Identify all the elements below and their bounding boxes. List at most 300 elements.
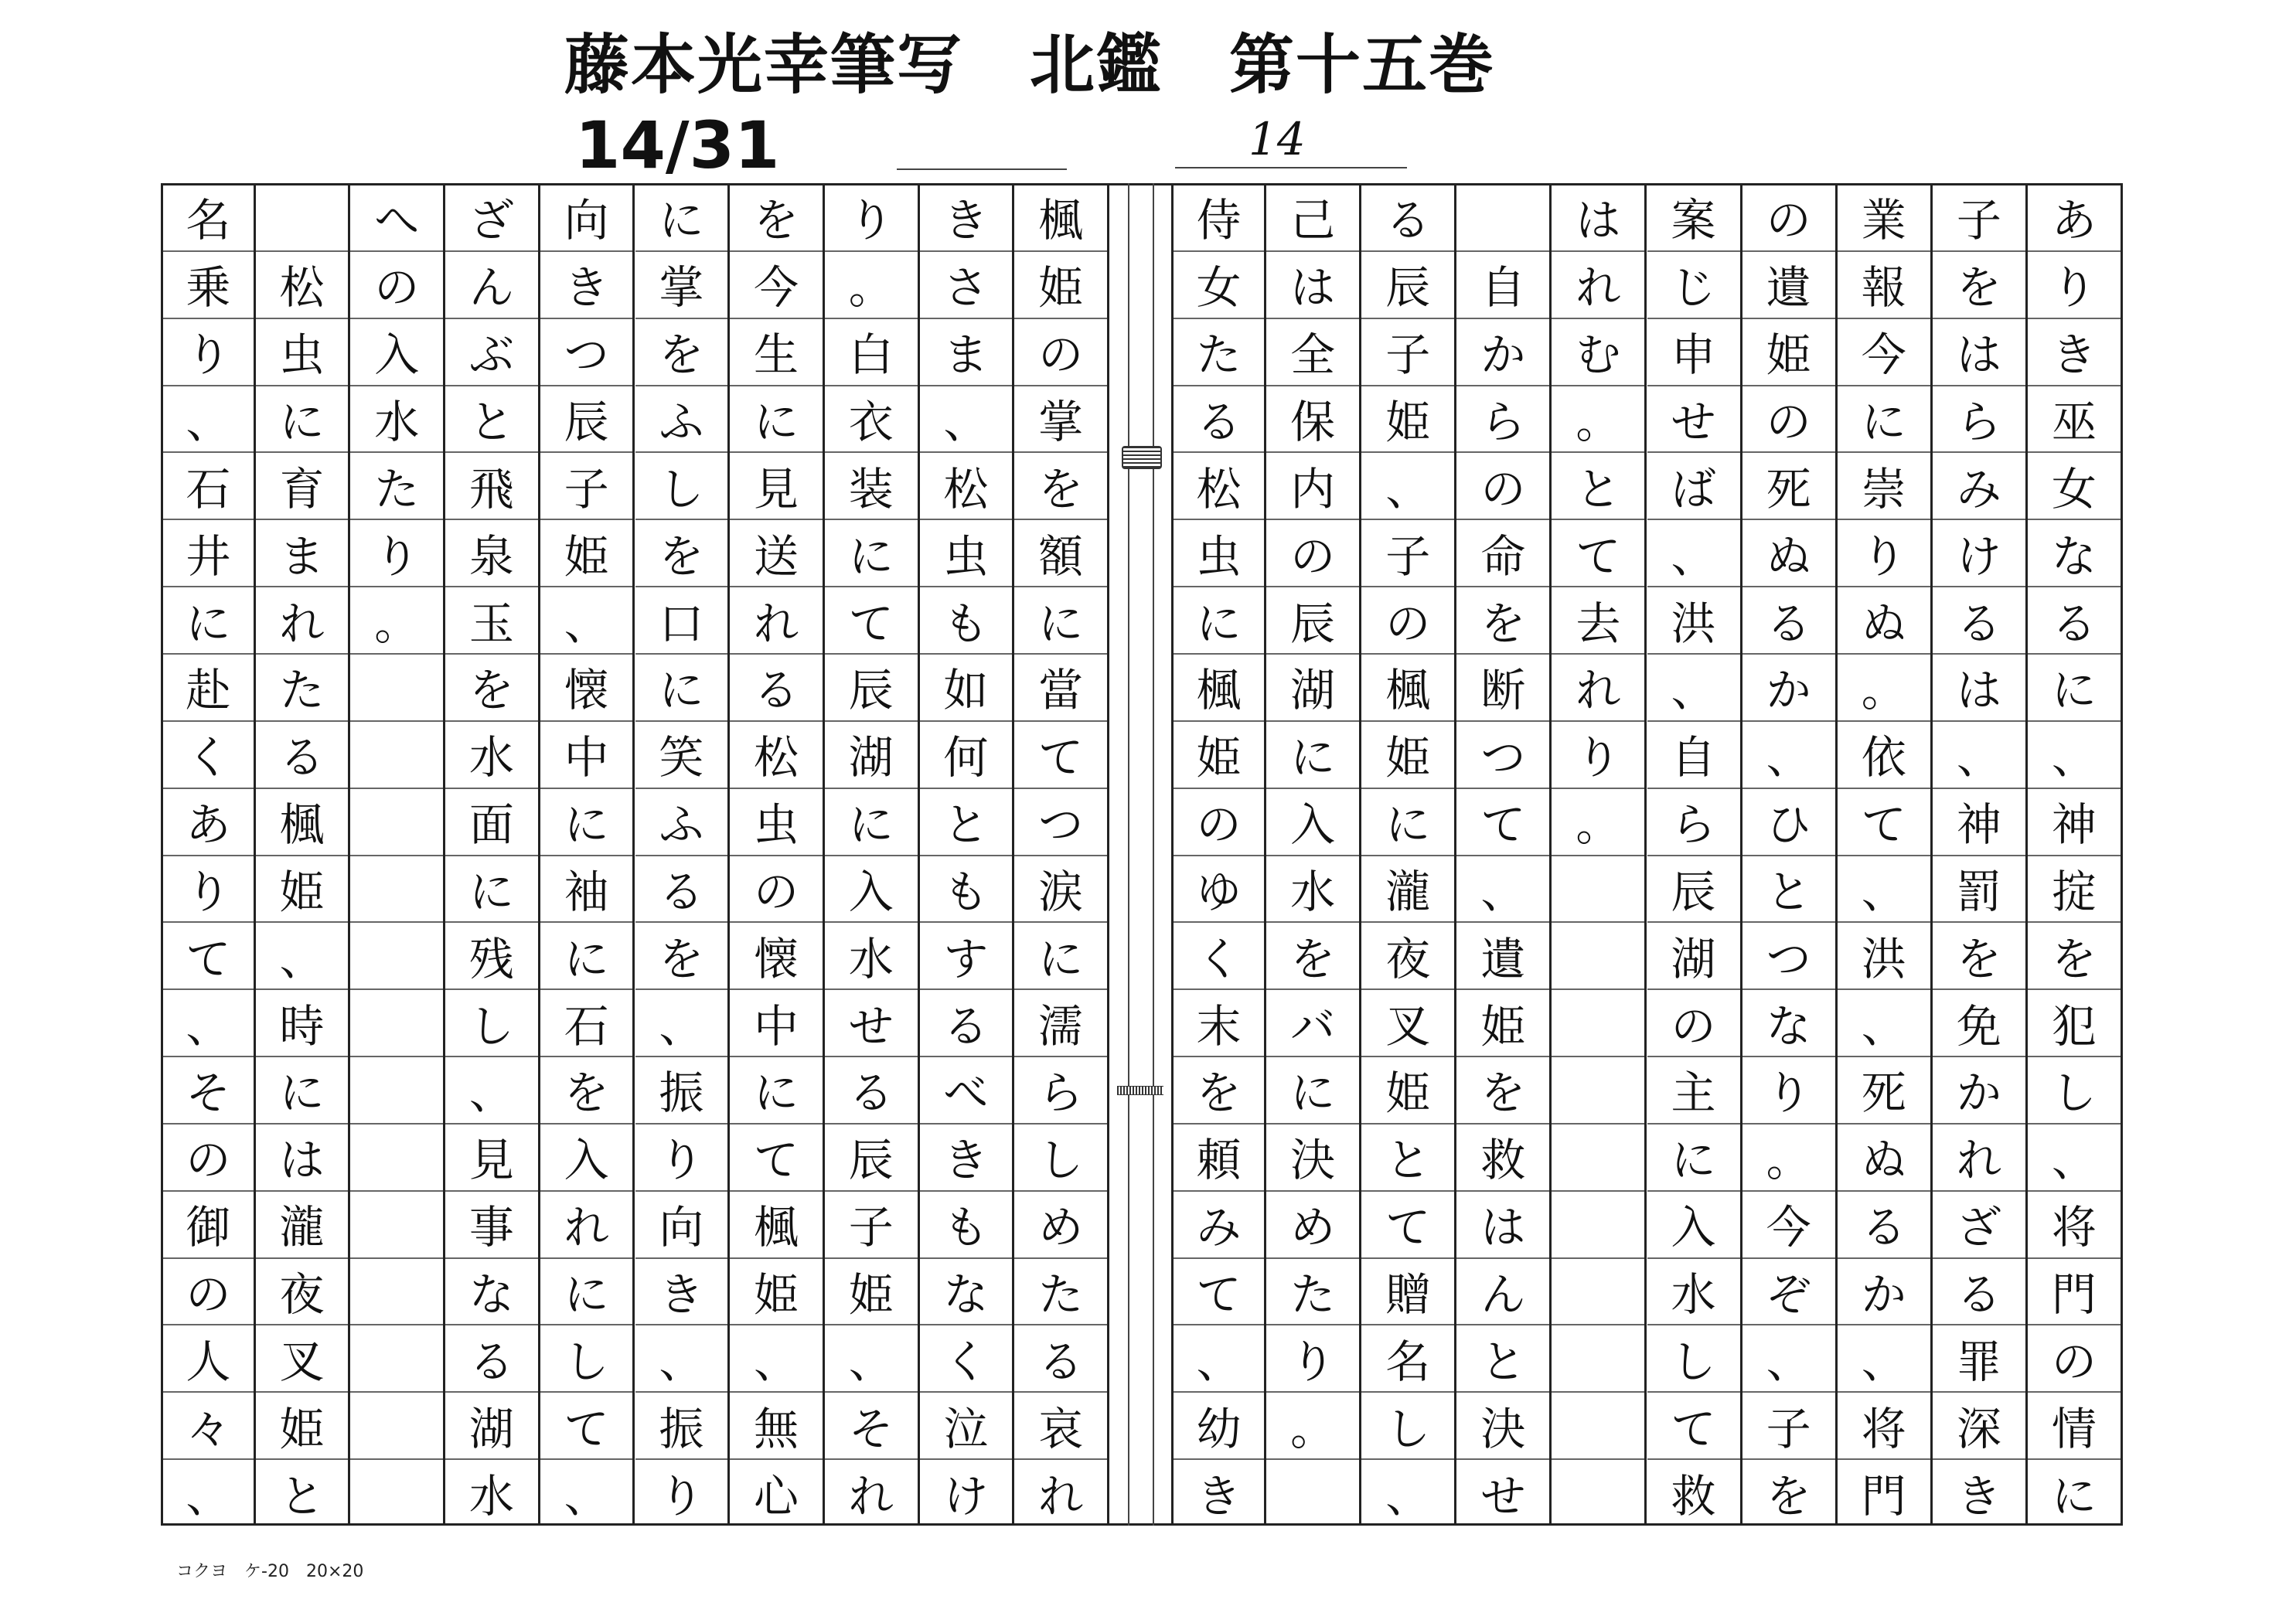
cell-divider	[1266, 1056, 1359, 1057]
manuscript-cell: も	[943, 865, 989, 918]
cell-divider	[730, 988, 823, 990]
cell-divider	[1647, 586, 1740, 587]
manuscript-cell: の	[1385, 597, 1431, 650]
manuscript-cell: 罪	[1956, 1335, 2001, 1388]
manuscript-cell: 頼	[1196, 1134, 1242, 1187]
cell-divider	[1838, 1257, 1930, 1259]
manuscript-cell: 入	[564, 1134, 609, 1187]
cell-divider	[445, 653, 538, 655]
cell-divider	[635, 788, 728, 789]
manuscript-cell: て	[1861, 798, 1906, 852]
manuscript-cell: 湖	[848, 731, 894, 784]
manuscript-cell: 涙	[1038, 865, 1084, 918]
cell-divider	[350, 1123, 443, 1125]
cell-divider	[445, 1190, 538, 1192]
cell-divider	[920, 988, 1013, 990]
manuscript-cell	[1552, 988, 1644, 1056]
manuscript-cell: に	[2051, 1469, 2097, 1523]
manuscript-cell: に	[754, 1067, 799, 1120]
cell-divider	[920, 1190, 1013, 1192]
cell-divider	[730, 1257, 823, 1259]
manuscript-cell: れ	[754, 597, 799, 650]
manuscript-cell: せ	[1480, 1469, 1526, 1523]
manuscript-cell: 水	[1671, 1268, 1716, 1322]
manuscript-cell: 入	[374, 328, 420, 382]
manuscript-cell: 中	[564, 731, 609, 784]
cell-divider	[920, 720, 1013, 722]
manuscript-cell: 。	[848, 261, 894, 315]
manuscript-cell: 掌	[1038, 395, 1084, 448]
page-index: 14/31	[575, 107, 780, 183]
manuscript-cell: に	[1861, 395, 1906, 448]
manuscript-cell: 自	[1480, 261, 1526, 315]
cell-divider	[1742, 586, 1835, 587]
manuscript-cell: を	[659, 328, 704, 382]
manuscript-cell: 入	[1671, 1201, 1716, 1254]
manuscript-cell: 。	[1861, 664, 1906, 717]
manuscript-cell: 救	[1671, 1469, 1716, 1523]
cell-divider	[1647, 788, 1740, 789]
manuscript-cell: 辰	[1290, 597, 1336, 650]
manuscript-cell: に	[2051, 664, 2097, 717]
manuscript-cell: は	[1480, 1201, 1526, 1254]
cell-divider	[540, 988, 633, 990]
manuscript-cell: 、	[186, 1469, 231, 1523]
cell-divider	[1456, 1324, 1549, 1325]
manuscript-cell: 、	[1196, 1335, 1242, 1388]
cell-divider	[1742, 855, 1835, 856]
cell-divider	[635, 653, 728, 655]
manuscript-cell	[1266, 1458, 1359, 1526]
cell-divider	[350, 1324, 443, 1325]
manuscript-cell: ん	[468, 261, 514, 315]
manuscript-cell: 業	[1861, 194, 1906, 247]
cell-divider	[1456, 653, 1549, 655]
center-mark-icon	[1117, 1086, 1163, 1095]
manuscript-cell: か	[1480, 328, 1526, 382]
cell-divider	[1174, 1458, 1264, 1460]
cell-divider	[825, 1391, 918, 1393]
cell-divider	[1014, 318, 1107, 319]
cell-divider	[1838, 788, 1930, 789]
manuscript-cell: た	[374, 462, 420, 515]
cell-divider	[1742, 250, 1835, 252]
cell-divider	[920, 921, 1013, 923]
manuscript-column	[2028, 183, 2123, 1526]
footer-code: ケ-20	[244, 1562, 289, 1581]
manuscript-cell: り	[1766, 1067, 1811, 1120]
manuscript-cell: ひ	[1766, 798, 1811, 852]
cell-divider	[635, 451, 728, 453]
cell-divider	[825, 1123, 918, 1125]
cell-divider	[256, 988, 349, 990]
manuscript-cell: 、	[1956, 731, 2001, 784]
manuscript-cell: せ	[1671, 395, 1716, 448]
cell-divider	[1552, 1257, 1644, 1259]
manuscript-cell: 報	[1861, 261, 1906, 315]
manuscript-column	[161, 183, 256, 1526]
cell-divider	[1742, 788, 1835, 789]
manuscript-cell: 袖	[564, 865, 609, 918]
manuscript-cell: 姫	[1480, 999, 1526, 1053]
cell-divider	[540, 250, 633, 252]
manuscript-cell: き	[943, 1134, 989, 1187]
manuscript-cell: と	[1480, 1335, 1526, 1388]
cell-divider	[256, 788, 349, 789]
manuscript-cell: に	[186, 597, 231, 650]
manuscript-cell: な	[1766, 999, 1811, 1053]
manuscript-cell	[350, 988, 443, 1056]
cell-divider	[1552, 720, 1644, 722]
cell-divider	[1552, 1056, 1644, 1057]
cell-divider	[1266, 788, 1359, 789]
manuscript-cell: て	[1671, 1402, 1716, 1455]
manuscript-cell: を	[1956, 261, 2001, 315]
cell-divider	[256, 1391, 349, 1393]
cell-divider	[1174, 988, 1264, 990]
manuscript-cell: 瀧	[279, 1201, 325, 1254]
cell-divider	[1933, 855, 2025, 856]
cell-divider	[1552, 1123, 1644, 1125]
cell-divider	[1742, 1458, 1835, 1460]
cell-divider	[1361, 250, 1454, 252]
manuscript-cell: り	[1576, 731, 1621, 784]
gutter-rule	[1153, 183, 1154, 1526]
cell-divider	[1456, 1257, 1549, 1259]
manuscript-cell: な	[468, 1268, 514, 1322]
cell-divider	[1933, 653, 2025, 655]
cell-divider	[825, 250, 918, 252]
cell-divider	[1933, 988, 2025, 990]
manuscript-cell: し	[2051, 1067, 2097, 1120]
manuscript-cell: 虫	[754, 798, 799, 852]
manuscript-cell: て	[754, 1134, 799, 1187]
cell-divider	[635, 1391, 728, 1393]
manuscript-cell: 懐	[564, 664, 609, 717]
manuscript-cell: 瀧	[1385, 865, 1431, 918]
manuscript-cell: 石	[186, 462, 231, 515]
cell-divider	[1266, 1324, 1359, 1325]
cell-divider	[825, 921, 918, 923]
cell-divider	[1838, 318, 1930, 319]
cell-divider	[730, 921, 823, 923]
manuscript-cell: ら	[1671, 798, 1716, 852]
manuscript-column	[540, 183, 635, 1526]
manuscript-cell: と	[1385, 1134, 1431, 1187]
manuscript-cell: 湖	[1290, 664, 1336, 717]
manuscript-cell: か	[1861, 1268, 1906, 1322]
cell-divider	[635, 586, 728, 587]
cell-divider	[1552, 586, 1644, 587]
manuscript-cell: 水	[1290, 865, 1336, 918]
manuscript-cell: て	[848, 597, 894, 650]
manuscript-cell: じ	[1671, 261, 1716, 315]
manuscript-cell: な	[943, 1268, 989, 1322]
cell-divider	[1174, 318, 1264, 319]
manuscript-cell: 姫	[1766, 328, 1811, 382]
manuscript-cell	[350, 788, 443, 855]
cell-divider	[1552, 1324, 1644, 1325]
manuscript-cell: 辰	[848, 1134, 894, 1187]
manuscript-cell: て	[1480, 798, 1526, 852]
cell-divider	[2028, 921, 2121, 923]
manuscript-cell: ざ	[1956, 1201, 2001, 1254]
manuscript-cell: 姫	[1385, 395, 1431, 448]
manuscript-cell	[1552, 1123, 1644, 1190]
cell-divider	[1552, 788, 1644, 789]
manuscript-cell: と	[1766, 865, 1811, 918]
manuscript-cell: を	[1196, 1067, 1242, 1120]
manuscript-cell: 振	[659, 1402, 704, 1455]
manuscript-cell: け	[943, 1469, 989, 1523]
manuscript-cell: た	[1290, 1268, 1336, 1322]
manuscript-cell: ぞ	[1766, 1268, 1811, 1322]
manuscript-cell: の	[186, 1134, 231, 1187]
cell-divider	[256, 720, 349, 722]
cell-divider	[1742, 1391, 1835, 1393]
manuscript-cell: 末	[1196, 999, 1242, 1053]
cell-divider	[2028, 586, 2121, 587]
cell-divider	[256, 1123, 349, 1125]
cell-divider	[825, 1458, 918, 1460]
cell-divider	[350, 385, 443, 386]
manuscript-cell: 洪	[1671, 597, 1716, 650]
cell-divider	[635, 855, 728, 856]
cell-divider	[1742, 451, 1835, 453]
cell-divider	[445, 720, 538, 722]
cell-divider	[1266, 318, 1359, 319]
manuscript-column	[1014, 183, 1109, 1526]
cell-divider	[1361, 988, 1454, 990]
cell-divider	[1838, 988, 1930, 990]
manuscript-cell: 。	[1766, 1134, 1811, 1187]
cell-divider	[635, 921, 728, 923]
cell-divider	[1647, 1257, 1740, 1259]
manuscript-cell: れ	[1576, 261, 1621, 315]
manuscript-cell: ぬ	[1861, 1134, 1906, 1187]
manuscript-cell: り	[659, 1134, 704, 1187]
manuscript-cell: 姫	[1196, 731, 1242, 784]
cell-divider	[825, 788, 918, 789]
cell-divider	[1742, 921, 1835, 923]
cell-divider	[920, 250, 1013, 252]
manuscript-cell: に	[1290, 1067, 1336, 1120]
manuscript-cell: し	[1671, 1335, 1716, 1388]
manuscript-cell: き	[1956, 1469, 2001, 1523]
cell-divider	[1014, 1190, 1107, 1192]
manuscript-column	[350, 183, 445, 1526]
cell-divider	[1933, 720, 2025, 722]
cell-divider	[350, 1190, 443, 1192]
cell-divider	[730, 653, 823, 655]
cell-divider	[1014, 1391, 1107, 1393]
cell-divider	[350, 586, 443, 587]
handwritten-page-number: 14	[1248, 113, 1306, 165]
manuscript-cell: 装	[848, 462, 894, 515]
cell-divider	[1266, 855, 1359, 856]
fishtail-mark-icon	[1122, 446, 1162, 469]
cell-divider	[1647, 1190, 1740, 1192]
cell-divider	[540, 720, 633, 722]
manuscript-cell: 見	[468, 1134, 514, 1187]
cell-divider	[1838, 1324, 1930, 1325]
cell-divider	[1174, 653, 1264, 655]
cell-divider	[1552, 988, 1644, 990]
manuscript-cell: る	[1196, 395, 1242, 448]
cell-divider	[445, 1391, 538, 1393]
manuscript-column	[1552, 183, 1647, 1526]
manuscript-cell	[350, 1056, 443, 1123]
cell-divider	[445, 586, 538, 587]
manuscript-cell: 、	[1671, 664, 1716, 717]
manuscript-cell: 門	[1861, 1469, 1906, 1523]
manuscript-cell: つ	[564, 328, 609, 382]
cell-divider	[1014, 1458, 1107, 1460]
manuscript-cell: し	[468, 999, 514, 1053]
cell-divider	[163, 988, 254, 990]
manuscript-cell: 衣	[848, 395, 894, 448]
cell-divider	[2028, 451, 2121, 453]
cell-divider	[1174, 519, 1264, 520]
cell-divider	[1174, 720, 1264, 722]
cell-divider	[163, 318, 254, 319]
cell-divider	[730, 1056, 823, 1057]
manuscript-cell: ざ	[468, 194, 514, 247]
cell-divider	[540, 385, 633, 386]
cell-divider	[1552, 385, 1644, 386]
manuscript-cell: を	[1480, 1067, 1526, 1120]
manuscript-cell: 楓	[1385, 664, 1431, 717]
manuscript-cell: 面	[468, 798, 514, 852]
cell-divider	[1361, 1056, 1454, 1057]
manuscript-cell: 子	[1956, 194, 2001, 247]
manuscript-cell: 向	[564, 194, 609, 247]
manuscript-cell: 虫	[279, 328, 325, 382]
cell-divider	[1361, 720, 1454, 722]
cell-divider	[2028, 1123, 2121, 1125]
cell-divider	[445, 1257, 538, 1259]
manuscript-cell: し	[564, 1335, 609, 1388]
cell-divider	[256, 451, 349, 453]
manuscript-cell: 神	[1956, 798, 2001, 852]
cell-divider	[825, 653, 918, 655]
cell-divider	[1552, 318, 1644, 319]
cell-divider	[445, 451, 538, 453]
cell-divider	[445, 921, 538, 923]
manuscript-cell: り	[1290, 1335, 1336, 1388]
manuscript-cell: の	[1766, 194, 1811, 247]
manuscript-cell: 湖	[1671, 932, 1716, 985]
manuscript-cell: 情	[2051, 1402, 2097, 1455]
manuscript-cell: め	[1038, 1201, 1084, 1254]
manuscript-cell: 向	[659, 1201, 704, 1254]
cell-divider	[1361, 1190, 1454, 1192]
manuscript-cell: 生	[754, 328, 799, 382]
manuscript-cell: に	[1038, 932, 1084, 985]
manuscript-cell: を	[1956, 932, 2001, 985]
manuscript-cell: 事	[468, 1201, 514, 1254]
cell-divider	[1361, 921, 1454, 923]
cell-divider	[1647, 988, 1740, 990]
manuscript-cell: 今	[1861, 328, 1906, 382]
manuscript-cell: 楓	[1038, 194, 1084, 247]
cell-divider	[1742, 1324, 1835, 1325]
cell-divider	[445, 1324, 538, 1325]
cell-divider	[1174, 855, 1264, 856]
manuscript-cell: 振	[659, 1067, 704, 1120]
cell-divider	[1174, 1056, 1264, 1057]
manuscript-cell: に	[848, 798, 894, 852]
document-title: 藤本光幸筆写 北鑑 第十五巻	[564, 27, 1496, 103]
manuscript-cell: 虫	[943, 529, 989, 583]
manuscript-cell	[1552, 1324, 1644, 1391]
manuscript-cell	[350, 1391, 443, 1458]
manuscript-cell	[1552, 855, 1644, 922]
manuscript-cell: 深	[1956, 1402, 2001, 1455]
manuscript-cell: 死	[1861, 1067, 1906, 1120]
manuscript-cell: 、	[1480, 865, 1526, 918]
cell-divider	[1456, 451, 1549, 453]
manuscript-cell: 掟	[2051, 865, 2097, 918]
cell-divider	[920, 1257, 1013, 1259]
manuscript-cell: に	[564, 1268, 609, 1322]
cell-divider	[256, 921, 349, 923]
manuscript-cell: き	[2051, 328, 2097, 382]
cell-divider	[1361, 1391, 1454, 1393]
cell-divider	[163, 1123, 254, 1125]
cell-divider	[1266, 720, 1359, 722]
manuscript-cell	[350, 1190, 443, 1257]
cell-divider	[540, 519, 633, 520]
manuscript-cell: 松	[279, 261, 325, 315]
cell-divider	[920, 653, 1013, 655]
cell-divider	[445, 519, 538, 520]
manuscript-cell: 姫	[1038, 261, 1084, 315]
cell-divider	[2028, 1458, 2121, 1460]
cell-divider	[1456, 855, 1549, 856]
cell-divider	[920, 1458, 1013, 1460]
manuscript-cell: て	[564, 1402, 609, 1455]
manuscript-cell: 。	[1290, 1402, 1336, 1455]
cell-divider	[163, 451, 254, 453]
manuscript-cell: 虫	[1196, 529, 1242, 583]
cell-divider	[540, 653, 633, 655]
cell-divider	[1933, 1391, 2025, 1393]
manuscript-cell: 、	[1861, 999, 1906, 1053]
cell-divider	[1266, 653, 1359, 655]
manuscript-cell: ら	[1038, 1067, 1084, 1120]
manuscript-cell: 、	[564, 1469, 609, 1523]
manuscript-cell: 決	[1480, 1402, 1526, 1455]
cell-divider	[540, 1190, 633, 1192]
manuscript-cell: 乗	[186, 261, 231, 315]
manuscript-cell: 、	[848, 1335, 894, 1388]
cell-divider	[1742, 1123, 1835, 1125]
manuscript-column	[1647, 183, 1742, 1526]
manuscript-cell: 當	[1038, 664, 1084, 717]
manuscript-cell: 。	[1576, 395, 1621, 448]
manuscript-cell: る	[468, 1335, 514, 1388]
cell-divider	[540, 921, 633, 923]
cell-divider	[256, 1458, 349, 1460]
manuscript-cell: 辰	[564, 395, 609, 448]
manuscript-cell: り	[374, 529, 420, 583]
manuscript-cell: み	[1956, 462, 2001, 515]
cell-divider	[2028, 1324, 2121, 1325]
manuscript-cell: 松	[943, 462, 989, 515]
cell-divider	[1838, 653, 1930, 655]
cell-divider	[1933, 318, 2025, 319]
